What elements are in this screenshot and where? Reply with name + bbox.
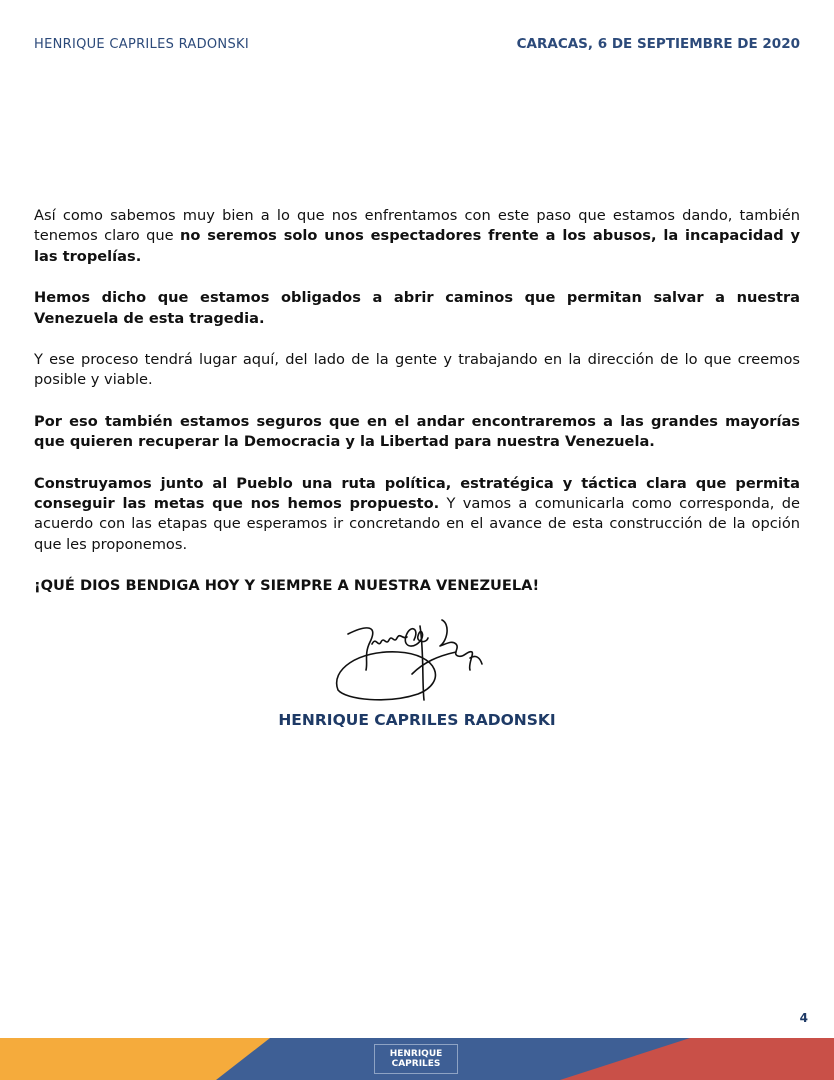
signer-name: HENRIQUE CAPRILES RADONSKI — [278, 711, 556, 729]
letter-body — [34, 206, 800, 618]
paragraph-2 — [34, 288, 800, 329]
paragraph-1-text: Así como sabemos muy bien a lo que nos enfrentamos con este paso que estamos dando, también tenemos claro que — [34, 207, 800, 245]
paragraph-1-bold: no seremos solo unos espectadores frente a los abusos, la incapacidad y las tropelías. — [34, 227, 800, 265]
footer-logo-line1: HENRIQUE — [389, 1049, 443, 1059]
paragraph-5-bold: Construyamos junto al Pueblo una ruta política, estratégica y táctica clara que permita conseguir las metas que nos hemos propuesto. — [34, 474, 800, 513]
paragraph-3-text: Y ese proceso tendrá lugar aquí, del lado de la gente y trabajando en la dirección de lo que creemos posible y viable. — [34, 351, 800, 389]
paragraph-4-bold: Por eso también estamos seguros que en el andar encontraremos a las grandes mayorías que quieren recuperar la Democracia y la Libertad para nuestra Venezuela. — [34, 412, 800, 451]
closing-exclamation — [34, 576, 800, 596]
paragraph-2-bold: Hemos dicho que estamos obligados a abrir caminos que permitan salvar a nuestra Venezuela de esta tragedia. — [34, 289, 800, 327]
footer-logo-line2: CAPRILES — [391, 1059, 441, 1069]
closing-exclamation-bold: ¡QUÉ DIOS BENDIGA HOY Y SIEMPRE A NUESTRA VENEZUELA! — [34, 577, 540, 595]
paragraph-5 — [34, 474, 800, 556]
paragraph-5-text: Y vamos a comunicarla como corresponda, de acuerdo con las etapas que esperamos ir concretando en el avance de esta construcción de la opción que les proponemos. — [34, 495, 800, 553]
page-number: 4 — [799, 1011, 808, 1025]
paragraph-1 — [34, 206, 800, 267]
paragraph-3 — [34, 350, 800, 391]
footer-logo — [374, 1044, 458, 1074]
header-date: CARACAS, 6 DE SEPTIEMBRE DE 2020 — [516, 36, 800, 52]
header-author-name: HENRIQUE CAPRILES RADONSKI — [34, 37, 249, 52]
paragraph-4 — [34, 412, 800, 453]
handwritten-signature — [328, 612, 508, 704]
